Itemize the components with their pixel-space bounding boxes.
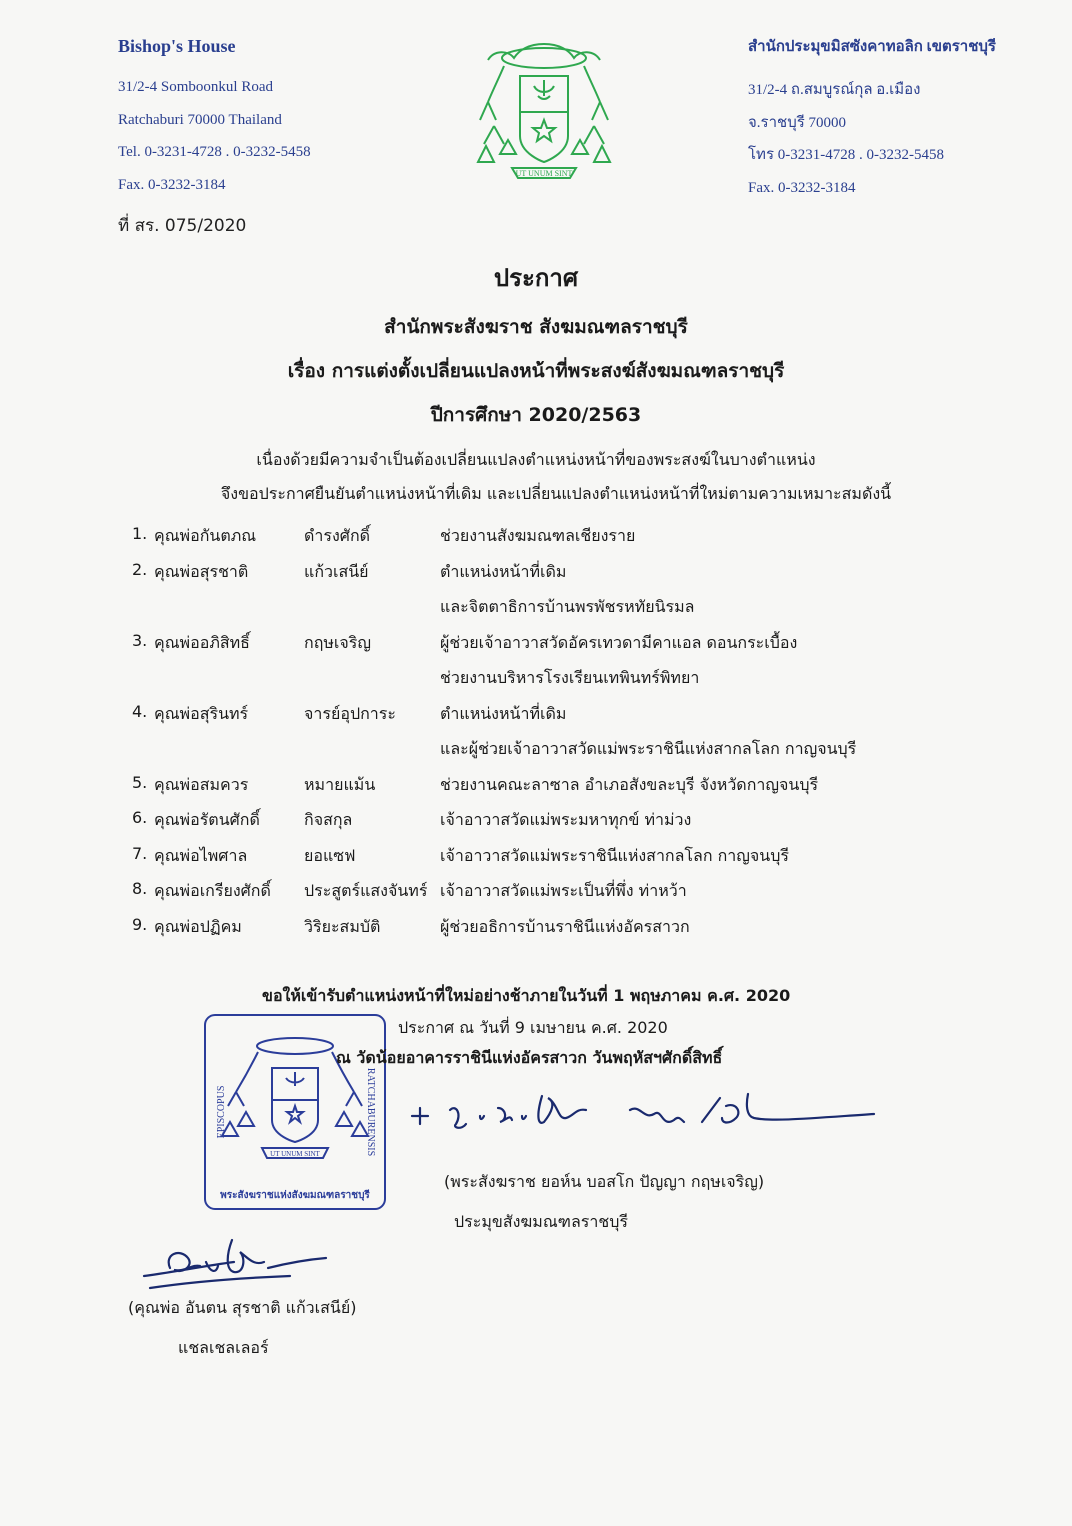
priest-position: เจ้าอาวาสวัดแม่พระราชินีแห่งสากลโลก กาญจนบุรี — [440, 845, 789, 865]
item-number: 7. — [132, 843, 148, 863]
letterhead-english-fax: Fax. 0-3232-3184 — [118, 176, 226, 193]
list-item — [132, 595, 1032, 631]
priest-position: ช่วยงานบริหารโรงเรียนเทพินทร์พิทยา — [440, 668, 700, 687]
letterhead-thai — [748, 34, 1048, 204]
bishop-name: (พระสังฆราช ยอห์น บอสโก ปัญญา กฤษเจริญ) — [444, 1172, 765, 1191]
priest-position: ผู้ช่วยอธิการบ้านราชินีแห่งอัครสาวก — [440, 916, 690, 936]
priest-position: ตำแหน่งหน้าที่เดิม — [440, 561, 567, 581]
list-item — [132, 844, 1032, 880]
priest-last-name: วิริยะสมบัติ — [304, 916, 381, 936]
priest-first-name: คุณพ่อสุรินทร์ — [154, 703, 249, 723]
priest-first-name: คุณพ่อสมควร — [154, 774, 249, 794]
priest-last-name: กฤษเจริญ — [304, 632, 371, 652]
letterhead-thai-fax: Fax. 0-3232-3184 — [748, 179, 856, 196]
priest-first-name: คุณพ่อปฏิคม — [154, 916, 242, 936]
seal-bottom-text: พระสังฆราชแห่งสังฆมณฑลราชบุรี — [220, 1190, 370, 1201]
letterhead-thai-address2: จ.ราชบุรี 70000 — [748, 114, 847, 131]
academic-year: ปีการศึกษา 2020/2563 — [430, 404, 642, 426]
priest-position: ผู้ช่วยเจ้าอาวาสวัดอัครเทวดามีคาแอล ดอนกระเบื้อง — [440, 632, 798, 652]
letterhead-english-address2: Ratchaburi 70000 Thailand — [118, 111, 282, 128]
priest-last-name: จารย์อุปการะ — [304, 703, 396, 723]
announcement-date-line: ประกาศ ณ วันที่ 9 เมษายน ค.ศ. 2020 — [398, 1018, 668, 1037]
list-item — [132, 560, 1032, 596]
letterhead-english — [118, 36, 418, 201]
priest-position: เจ้าอาวาสวัดแม่พระเป็นที่พึ่ง ท่าหว้า — [440, 881, 687, 900]
crest-motto: UT UNUM SINT — [515, 169, 573, 178]
seal-motto: UT UNUM SINT — [270, 1150, 320, 1158]
item-number: 4. — [132, 701, 148, 721]
priest-first-name: คุณพ่ออภิสิทธิ์ — [154, 632, 250, 652]
intro-line-1: เนื่องด้วยมีความจำเป็นต้องเปลี่ยนแปลงตำแหน่งหน้าที่ของพระสงฆ์ในบางตำแหน่ง — [256, 450, 816, 469]
letterhead-thai-address1: 31/2-4 ถ.สมบูรณ์กุล อ.เมือง — [748, 82, 921, 98]
list-item — [132, 737, 1032, 773]
list-item — [132, 773, 1032, 809]
priest-last-name: แก้วเสนีย์ — [304, 561, 369, 581]
document-subject: เรื่อง การแต่งตั้งเปลี่ยนแปลงหน้าที่พระสงฆ์สังฆมณฑลราชบุรี — [287, 360, 785, 382]
list-item — [132, 879, 1032, 915]
list-item — [132, 524, 1032, 560]
seal-right-text: RATCHABURENSIS — [365, 1067, 376, 1157]
document-heading: ประกาศ — [493, 264, 579, 292]
priest-position: เจ้าอาวาสวัดแม่พระมหาทุกข์ ท่าม่วง — [440, 810, 692, 829]
item-number: 5. — [132, 772, 148, 792]
list-item — [132, 702, 1032, 738]
item-number: 2. — [132, 559, 148, 579]
priest-last-name: ดำรงศักดิ์ — [304, 526, 371, 545]
priest-first-name: คุณพ่อสุรชาติ — [154, 561, 249, 581]
priest-position: และจิตตาธิการบ้านพรพัชรหทัยนิรมล — [440, 597, 695, 616]
chancellor-title: แชลเชลเลอร์ — [178, 1338, 269, 1357]
item-number: 3. — [132, 630, 148, 650]
announcement-place-line: ณ วัดน้อยอาคารราชินีแห่งอัครสาวก วันพฤหัสฯศักดิ์สิทธิ์ — [336, 1048, 723, 1067]
priest-position: ช่วยงานคณะลาซาล อำเภอสังขละบุรี จังหวัดกาญจนบุรี — [440, 774, 819, 794]
letterhead-english-name: Bishop's House — [118, 36, 236, 56]
priest-position: ตำแหน่งหน้าที่เดิม — [440, 703, 567, 723]
letterhead-english-address1: 31/2-4 Somboonkul Road — [118, 79, 274, 95]
priest-first-name: คุณพ่อกันตภณ — [154, 526, 257, 545]
chancellor-signature — [140, 1232, 330, 1292]
appointment-list — [132, 524, 1032, 950]
reference-number: ที่ สร. 075/2020 — [118, 216, 247, 236]
effective-date-line: ขอให้เข้ารับตำแหน่งหน้าที่ใหม่อย่างช้าภายในวันที่ 1 พฤษภาคม ค.ศ. 2020 — [262, 986, 791, 1005]
priest-first-name: คุณพ่อรัตนศักดิ์ — [154, 810, 260, 829]
issuing-office: สำนักพระสังฆราช สังฆมณฑลราชบุรี — [384, 316, 688, 338]
intro-line-2: จึงขอประกาศยืนยันตำแหน่งหน้าที่เดิม และเปลี่ยนแปลงตำแหน่งหน้าที่ใหม่ตามความเหมาะสมดังนี้ — [220, 484, 892, 503]
crest-emblem — [474, 36, 614, 186]
list-item — [132, 631, 1032, 667]
bishop-signature — [410, 1080, 880, 1160]
list-item — [132, 666, 1032, 702]
chancellor-name: (คุณพ่อ อันตน สุรชาติ แก้วเสนีย์) — [128, 1298, 357, 1317]
bishop-title: ประมุขสังฆมณฑลราชบุรี — [454, 1212, 628, 1231]
seal-left-text: EPISCOPUS — [216, 1085, 227, 1139]
item-number: 9. — [132, 914, 148, 934]
item-number: 8. — [132, 879, 148, 898]
priest-last-name: ประสูตร์แสงจันทร์ — [304, 881, 428, 900]
letterhead-thai-name: สำนักประมุขมิสซังคาทอลิก เขตราชบุรี — [748, 39, 996, 55]
priest-last-name: หมายแม้น — [304, 774, 376, 794]
priest-last-name: กิจสกุล — [304, 810, 353, 829]
priest-position: ช่วยงานสังฆมณฑลเชียงราย — [440, 526, 636, 545]
item-number: 1. — [132, 524, 148, 543]
priest-position: และผู้ช่วยเจ้าอาวาสวัดแม่พระราชินีแห่งสากลโลก กาญจนบุรี — [440, 739, 857, 758]
item-number: 6. — [132, 808, 148, 827]
letterhead-thai-tel: โทร 0-3231-4728 . 0-3232-5458 — [748, 147, 944, 163]
priest-last-name: ยอแซฟ — [304, 845, 356, 865]
priest-first-name: คุณพ่อเกรียงศักดิ์ — [154, 881, 271, 900]
list-item — [132, 915, 1032, 951]
letterhead-english-tel: Tel. 0-3231-4728 . 0-3232-5458 — [118, 144, 311, 160]
official-seal — [202, 1012, 388, 1212]
list-item — [132, 808, 1032, 844]
priest-first-name: คุณพ่อไพศาล — [154, 845, 248, 865]
